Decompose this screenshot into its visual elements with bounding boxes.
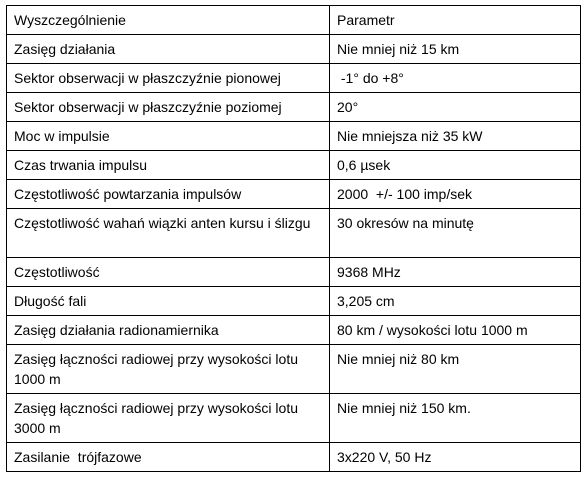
row-label: Zasięg łączności radiowej przy wysokości lotu 1000 m	[7, 345, 330, 394]
row-label: Długość fali	[7, 287, 330, 316]
row-label: Częstotliwość wahań wiązki anten kursu i ślizgu	[7, 209, 330, 258]
table-row	[7, 180, 581, 209]
row-label: Sektor obserwacji w płaszczyźnie poziomej	[7, 93, 330, 122]
table-row	[7, 394, 581, 443]
table-row	[7, 93, 581, 122]
table-row	[7, 35, 581, 64]
row-value: 0,6 µsek	[330, 151, 581, 180]
table-row	[7, 64, 581, 93]
row-label: Częstotliwość powtarzania impulsów	[7, 180, 330, 209]
row-label: Zasięg łączności radiowej przy wysokości lotu 3000 m	[7, 394, 330, 443]
row-label: Moc w impulsie	[7, 122, 330, 151]
table-row	[7, 345, 581, 394]
row-value: Nie mniej niż 80 km	[330, 345, 581, 394]
table-row	[7, 122, 581, 151]
row-label: Zasięg działania	[7, 35, 330, 64]
row-label: Czas trwania impulsu	[7, 151, 330, 180]
row-label: Zasięg działania radionamiernika	[7, 316, 330, 345]
header-cell-name: Wyszczególnienie	[7, 6, 330, 35]
table-row	[7, 151, 581, 180]
row-value: -1° do +8°	[330, 64, 581, 93]
row-value: 9368 MHz	[330, 258, 581, 287]
row-value: 2000 +/- 100 imp/sek	[330, 180, 581, 209]
parameters-table	[6, 5, 581, 472]
row-value: Nie mniejsza niż 35 kW	[330, 122, 581, 151]
header-cell-value: Parametr	[330, 6, 581, 35]
row-value: 3,205 cm	[330, 287, 581, 316]
table-row	[7, 316, 581, 345]
row-label: Częstotliwość	[7, 258, 330, 287]
table-row	[7, 258, 581, 287]
row-value: Nie mniej niż 15 km	[330, 35, 581, 64]
row-value: 20°	[330, 93, 581, 122]
row-value: 3x220 V, 50 Hz	[330, 443, 581, 472]
row-value: 30 okresów na minutę	[330, 209, 581, 258]
table-row	[7, 443, 581, 472]
row-value: 80 km / wysokości lotu 1000 m	[330, 316, 581, 345]
table-row	[7, 209, 581, 258]
row-label: Zasilanie trójfazowe	[7, 443, 330, 472]
row-label: Sektor obserwacji w płaszczyźnie pionowej	[7, 64, 330, 93]
table-row	[7, 287, 581, 316]
table-header-row	[7, 6, 581, 35]
row-value: Nie mniej niż 150 km.	[330, 394, 581, 443]
